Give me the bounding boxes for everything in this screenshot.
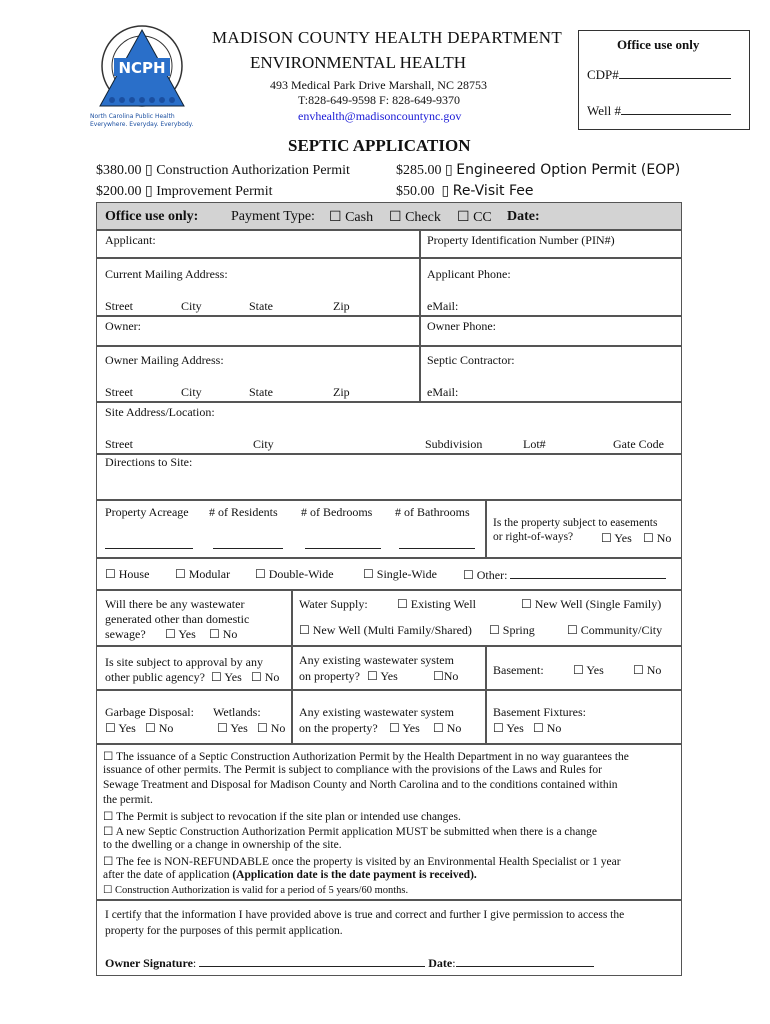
ncph-logo xyxy=(88,18,196,130)
water-supply-cell xyxy=(292,590,682,646)
type-single-wide[interactable]: ☐ Single-Wide xyxy=(363,567,437,581)
applicant-phone-cell[interactable] xyxy=(420,258,682,316)
water-supply-label: Water Supply: xyxy=(299,597,368,611)
street-label: Street xyxy=(105,299,133,313)
checkbox[interactable]: ▯ xyxy=(441,183,450,199)
applicant-cell[interactable] xyxy=(96,230,420,258)
septic-contractor-cell[interactable] xyxy=(420,346,682,402)
certification-cell xyxy=(96,900,682,976)
approval-yes[interactable]: ☐ Yes xyxy=(211,670,242,684)
bedrooms-label: # of Bedrooms xyxy=(301,505,373,519)
email-link[interactable]: envhealth@madisoncountync.gov xyxy=(298,109,462,123)
existing-ww-yes[interactable]: ☐ Yes xyxy=(367,669,398,683)
address: 493 Medical Park Drive Marshall, NC 28753 xyxy=(270,78,487,92)
ws-community[interactable]: ☐ Community/City xyxy=(567,623,663,637)
checkbox[interactable]: ▯ xyxy=(145,183,153,199)
basement-fixtures-cell xyxy=(486,690,682,744)
existing-ww-no[interactable]: ☐No xyxy=(433,669,459,683)
pay-cash[interactable]: ☐ Cash xyxy=(329,210,374,225)
fee-eop[interactable]: $285.00 ▯ Engineered Option Permit (EOP) xyxy=(396,162,681,178)
residents-label: # of Residents xyxy=(209,505,278,519)
easement-no[interactable]: ☐ No xyxy=(643,531,672,545)
lot-label: Lot# xyxy=(523,437,546,451)
logo-tagline-2: Everywhere. Everyday. Everybody. xyxy=(90,121,194,128)
easement-label-1: Is the property subject to easements xyxy=(493,517,658,529)
basement-cell xyxy=(486,646,682,690)
terms-cell xyxy=(96,744,682,900)
owner-cell[interactable] xyxy=(96,316,420,346)
wastewater-label-1: Will there be any wastewater xyxy=(105,597,245,611)
office-use-box xyxy=(578,30,750,130)
term-4-line-2: after the date of application (Application date is the date payment is received). xyxy=(103,869,477,881)
bedrooms-input[interactable] xyxy=(305,537,381,549)
current-mailing-cell[interactable] xyxy=(96,258,420,316)
easement-cell xyxy=(486,500,682,558)
city-label: City xyxy=(181,385,202,399)
cdp-input[interactable] xyxy=(619,67,731,79)
wastewater-yes[interactable]: ☐ Yes xyxy=(165,627,196,641)
approval-cell xyxy=(96,646,292,690)
checkbox[interactable]: ▯ xyxy=(145,162,153,178)
ws-spring[interactable]: ☐ Spring xyxy=(489,623,535,637)
owner-mailing-cell[interactable] xyxy=(96,346,420,402)
approval-label-1: Is site subject to approval by any xyxy=(105,655,263,669)
bathrooms-input[interactable] xyxy=(399,537,475,549)
contractor-email-label: eMail: xyxy=(427,385,459,399)
applicant-email-label: eMail: xyxy=(427,299,459,313)
easement-label-2: or right-of-ways? xyxy=(493,531,574,543)
existing-ww-label-2: on property? xyxy=(299,669,360,683)
signature-line[interactable]: Owner Signature: Date: xyxy=(105,955,594,971)
owner-label: Owner: xyxy=(105,319,141,333)
garbage-label: Garbage Disposal: xyxy=(105,705,194,719)
existing-ww2-label-2: on the property? xyxy=(299,721,378,735)
existing-ww-cell xyxy=(292,646,486,690)
office-use-row xyxy=(96,202,682,230)
ws-new-well-single[interactable]: ☐ New Well (Single Family) xyxy=(521,597,662,611)
residents-input[interactable] xyxy=(213,537,283,549)
term-5[interactable]: ☐ Construction Authorization is valid for a period of 5 years/60 months. xyxy=(103,885,409,896)
term-1-line-4: the permit. xyxy=(103,794,153,806)
pay-date[interactable]: Date: xyxy=(507,209,540,224)
acreage-label: Property Acreage xyxy=(105,505,189,519)
office-box-title: Office use only xyxy=(617,37,700,52)
term-3-line-2: to the dwelling or a change in ownership of the site. xyxy=(103,839,342,851)
certify-line-1: I certify that the information I have provided above is true and correct and further I give permission to access the xyxy=(105,909,625,921)
existing-ww-label-1: Any existing wastewater system xyxy=(299,653,454,667)
garbage-yes[interactable]: ☐ Yes xyxy=(105,721,136,735)
garbage-no[interactable]: ☐ No xyxy=(145,721,174,735)
gate-code-label: Gate Code xyxy=(613,437,664,451)
wastewater-no[interactable]: ☐ No xyxy=(209,627,238,641)
pay-check[interactable]: ☐ Check xyxy=(389,210,441,225)
wetlands-yes[interactable]: ☐ Yes xyxy=(217,721,248,735)
existing-ww2-no[interactable]: ☐ No xyxy=(433,721,462,735)
signature-date-input[interactable] xyxy=(456,955,594,967)
type-double-wide[interactable]: ☐ Double-Wide xyxy=(255,567,334,581)
form-title: SEPTIC APPLICATION xyxy=(288,136,471,155)
garbage-wetlands-cell xyxy=(96,690,292,744)
city-label: City xyxy=(253,437,274,451)
basement-yes[interactable]: ☐ Yes xyxy=(573,663,604,677)
approval-no[interactable]: ☐ No xyxy=(251,670,280,684)
wetlands-label: Wetlands: xyxy=(213,705,261,719)
acreage-input[interactable] xyxy=(105,537,193,549)
cdp-label: CDP# xyxy=(587,67,731,83)
existing-ww2-yes[interactable]: ☐ Yes xyxy=(389,721,420,735)
signature-input[interactable] xyxy=(199,955,425,967)
term-1-line-2: issuance of other permits. The Permit is subject to compliance with the provisions of the Laws and Rules for xyxy=(103,764,602,776)
wastewater-label-3: sewage? xyxy=(105,627,146,641)
street-label: Street xyxy=(105,437,133,451)
fixtures-yes[interactable]: ☐ Yes xyxy=(493,721,524,735)
current-mailing-label: Current Mailing Address: xyxy=(105,267,228,281)
ws-existing-well[interactable]: ☐ Existing Well xyxy=(397,597,476,611)
zip-label: Zip xyxy=(333,385,350,399)
directions-cell[interactable] xyxy=(96,454,682,500)
site-address-cell[interactable] xyxy=(96,402,682,454)
certify-line-2: property for the purposes of this permit application. xyxy=(105,925,343,937)
fixtures-no[interactable]: ☐ No xyxy=(533,721,562,735)
wastewater-cell xyxy=(96,590,292,646)
pin-cell[interactable] xyxy=(420,230,682,258)
street-label: Street xyxy=(105,385,133,399)
site-address-label: Site Address/Location: xyxy=(105,405,215,419)
approval-label-2: other public agency? xyxy=(105,670,205,684)
logo-tagline-1: North Carolina Public Health xyxy=(90,113,175,120)
office-row-label: Office use only: xyxy=(105,209,199,224)
property-stats-cell[interactable] xyxy=(96,500,486,558)
other-input[interactable] xyxy=(510,567,666,579)
city-label: City xyxy=(181,299,202,313)
existing-ww2-cell xyxy=(292,690,486,744)
basement-no[interactable]: ☐ No xyxy=(633,663,662,677)
well-input[interactable] xyxy=(621,103,731,115)
applicant-phone-label: Applicant Phone: xyxy=(427,267,511,281)
zip-label: Zip xyxy=(333,299,350,313)
pin-label: Property Identification Number (PIN#) xyxy=(427,233,615,247)
wetlands-no[interactable]: ☐ No xyxy=(257,721,286,735)
org-name: MADISON COUNTY HEALTH DEPARTMENT xyxy=(212,28,563,47)
septic-contractor-label: Septic Contractor: xyxy=(427,353,515,367)
checkbox[interactable]: ▯ xyxy=(445,162,453,178)
owner-phone-cell[interactable] xyxy=(420,316,682,346)
owner-phone-label: Owner Phone: xyxy=(427,319,496,333)
easement-yes[interactable]: ☐ Yes xyxy=(601,531,632,545)
dept-name: ENVIRONMENTAL HEALTH xyxy=(250,53,466,72)
owner-mailing-label: Owner Mailing Address: xyxy=(105,353,224,367)
term-3-line-1[interactable]: ☐ A new Septic Construction Authorization Permit application MUST be submitted when there is a change xyxy=(103,826,597,838)
term-1-line-3: Sewage Treatment and Disposal for Madison County and North Carolina and to the conditions contained within xyxy=(103,779,618,791)
applicant-label: Applicant: xyxy=(105,233,156,247)
type-modular[interactable]: ☐ Modular xyxy=(175,567,231,581)
directions-label: Directions to Site: xyxy=(105,455,193,469)
pay-cc[interactable]: ☐ CC xyxy=(457,210,492,225)
fee-revisit[interactable]: $50.00 ▯ Re-Visit Fee xyxy=(396,183,534,199)
term-4-line-1[interactable]: ☐ The fee is NON-REFUNDABLE once the property is visited by an Environmental Health Specialist or 1 year xyxy=(103,856,621,868)
state-label: State xyxy=(249,385,273,399)
term-1-line-1[interactable]: ☐ The issuance of a Septic Construction Authorization Permit by the Health Department in no way guarantees the xyxy=(103,751,629,763)
payment-type: Payment Type: xyxy=(231,209,315,224)
type-other[interactable]: ☐ Other: xyxy=(463,567,666,583)
state-label: State xyxy=(249,299,273,313)
bathrooms-label: # of Bathrooms xyxy=(395,505,470,519)
basement-fixtures-label: Basement Fixtures: xyxy=(493,705,586,719)
phone-fax: T:828-649-9598 F: 828-649-9370 xyxy=(298,93,461,107)
well-label: Well # xyxy=(587,103,731,119)
wastewater-label-2: generated other than domestic xyxy=(105,612,250,626)
fee-construction[interactable]: $380.00 ▯ Construction Authorization Permit xyxy=(96,162,350,178)
fee-improvement[interactable]: $200.00 ▯ Improvement Permit xyxy=(96,183,273,199)
ws-new-well-multi[interactable]: ☐ New Well (Multi Family/Shared) xyxy=(299,623,472,637)
existing-ww2-label-1: Any existing wastewater system xyxy=(299,705,454,719)
type-house[interactable]: ☐ House xyxy=(105,567,150,581)
subdivision-label: Subdivision xyxy=(425,437,483,451)
basement-label: Basement: xyxy=(493,663,544,677)
house-type-cell xyxy=(96,558,682,590)
term-2[interactable]: ☐ The Permit is subject to revocation if the site plan or intended use changes. xyxy=(103,811,461,823)
logo-center-text: NCPH xyxy=(118,59,166,77)
